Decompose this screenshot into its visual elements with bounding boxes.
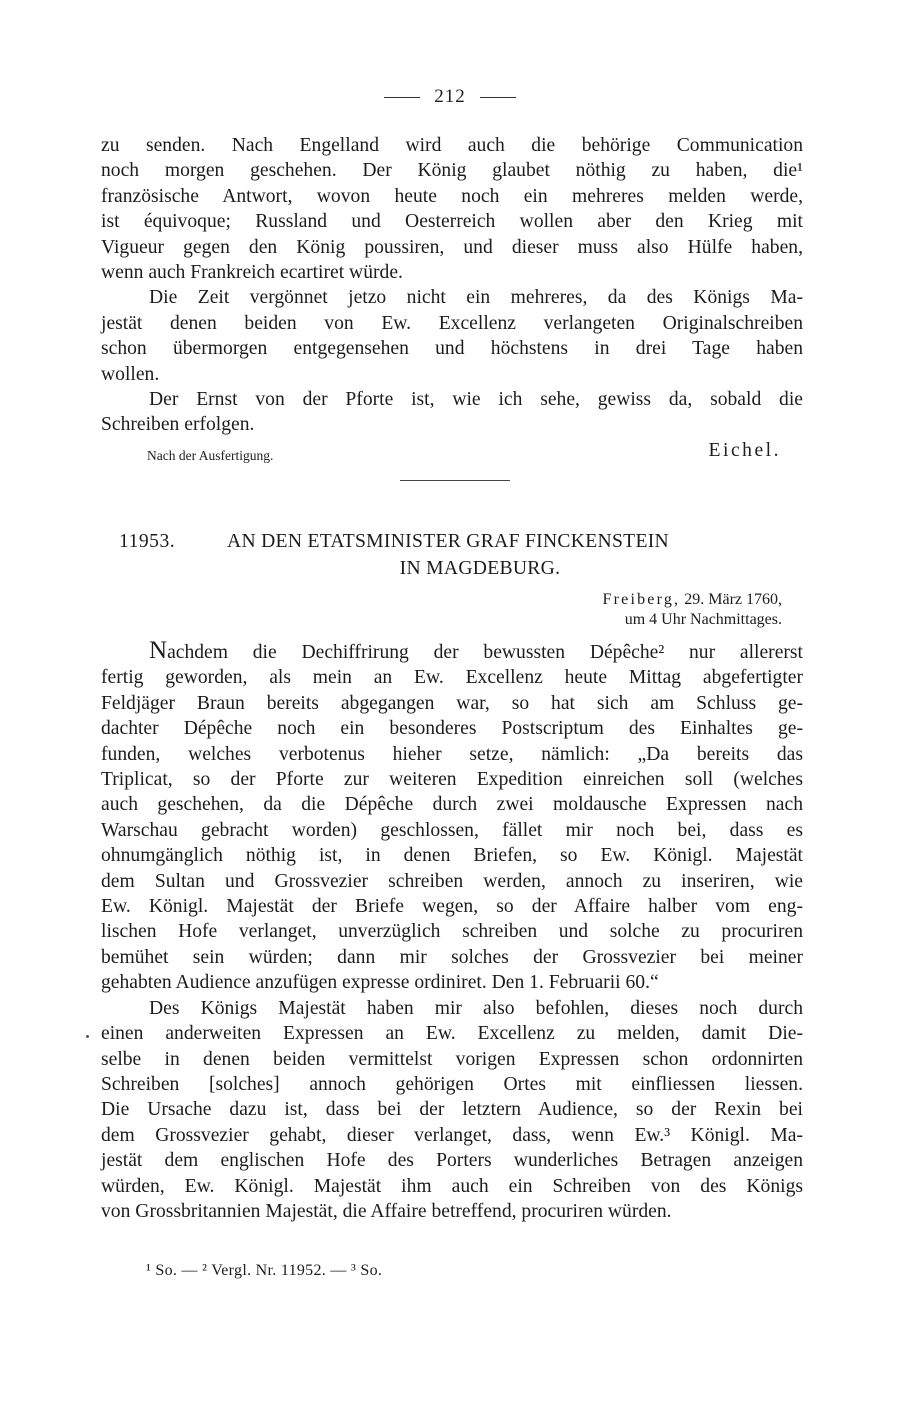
letter-number: 11953. [119,531,176,552]
text-line: selbe in denen beiden vermittelst vorigen Expressen schon ordonnirten [101,1048,803,1070]
text-line: Vigueur gegen den König poussiren, und dieser muss also Hülfe haben, [101,236,803,258]
letter-body [101,638,803,1224]
continuation-text [101,133,803,438]
text-line: wollen. [101,363,160,385]
signature-row [101,440,803,470]
text-line: Die Ursache dazu ist, dass bei der letztern Audience, so der Rexin bei [101,1099,803,1121]
text-line: Feldjäger Braun bereits abgegangen war, so hat sich am Schluss ge- [101,692,803,714]
text-line: französische Antwort, wovon heute noch ein mehreres melden werde, [101,185,803,207]
text-line: Warschau gebracht worden) geschlossen, fället mir noch bei, dass es [101,819,803,841]
text-line: Der Ernst von der Pforte ist, wie ich sehe, gewiss da, sobald die [149,389,803,411]
text-line: Des Königs Majestät haben mir also befohlen, dieses noch durch [149,997,803,1019]
text-line: Die Zeit vergönnet jetzo nicht ein mehreres, da des Königs Ma- [149,287,803,309]
text-line: Ew. Königl. Majestät der Briefe wegen, so der Affaire halber vom eng- [101,896,803,918]
text-line: bemühet sein würden; dann mir solches der Grossvezier bei meiner [101,946,803,968]
source-note: Nach der Ausfertigung. [147,448,274,463]
text-line: jestät denen beiden von Ew. Excellenz verlangeten Originalschreiben [101,312,803,334]
text-line: fertig geworden, als mein an Ew. Excellenz heute Mittag abgefertigter [101,667,803,689]
text-line: dem Grossvezier gehabt, dieser verlanget, dass, wenn Ew.³ Königl. Ma- [101,1124,803,1146]
text-line: noch morgen geschehen. Der König glaubet nöthig zu haben, die¹ [101,160,803,182]
text-line [101,638,803,665]
text-line: lischen Hofe verlanget, unverzüglich schreiben und solche zu procuriren [101,921,803,943]
text-line: einen anderweiten Expressen an Ew. Excellenz zu melden, damit Die- [101,1023,803,1045]
text-line: würden, Ew. Königl. Majestät ihm auch ein Schreiben von des Königs [101,1175,803,1197]
text-line-rest: achdem die Dechiffrirung der bewussten Dépêche² nur allererst [167,642,803,663]
footnotes: ¹ So. — ² Vergl. Nr. 11952. — ³ So. [146,1262,383,1279]
page-number: 212 [434,86,466,107]
text-line: gehabten Audience anzufügen expresse ordiniret. Den 1. Februarii 60.“ [101,972,659,994]
text-line: von Grossbritannien Majestät, die Affaire betreffend, procuriren würden. [101,1200,672,1222]
letter-time: um 4 Uhr Nachmittages. [624,611,782,628]
heading-line-2: IN MAGDEBURG. [399,558,561,579]
place-date [603,590,782,630]
text-line: ist équivoque; Russland und Oesterreich wollen aber den Krieg mit [101,211,803,233]
text-line: Schreiben [solches] annoch gehörigen Ortes mit einfliessen liessen. [101,1073,803,1095]
initial-letter: N [149,637,168,664]
page-number-header [0,86,900,108]
heading-line-1: AN DEN ETATSMINISTER GRAF FINCKENSTEIN [227,531,669,552]
text-line: ohnumgänglich nöthig ist, in denen Briefen, so Ew. Königl. Majestät [101,845,803,867]
text-line: zu senden. Nach Engelland wird auch die behörige Communication [101,135,803,156]
letter-heading [101,528,803,582]
text-line: funden, welches verbotenus hieher setze, nämlich: „Da bereits das [101,743,803,765]
text-line: jestät dem englischen Hofe des Porters wunderliches Betragen anzeigen [101,1150,803,1172]
text-line: dachter Dépêche noch ein besonderes Postscriptum des Einhaltes ge- [101,718,803,740]
section-divider [400,480,510,481]
header-dash-left [384,97,420,98]
signature: Eichel. [708,440,781,461]
text-line: auch geschehen, da die Dépêche durch zwei moldausche Expressen nach [101,794,803,816]
text-line: Schreiben erfolgen. [101,414,255,436]
text-line: dem Sultan und Grossvezier schreiben werden, annoch zu inseriren, wie [101,870,803,892]
letter-date: 29. März 1760, [684,591,782,608]
header-dash-right [480,97,516,98]
text-line: wenn auch Frankreich ecartiret würde. [101,262,403,284]
text-line: Triplicat, so der Pforte zur weiteren Expedition einreichen soll (welches [101,769,803,791]
text-line: schon übermorgen entgegensehen und höchstens in drei Tage haben [101,338,803,360]
margin-mark [86,1035,89,1038]
place-name: Freiberg, [602,591,681,608]
